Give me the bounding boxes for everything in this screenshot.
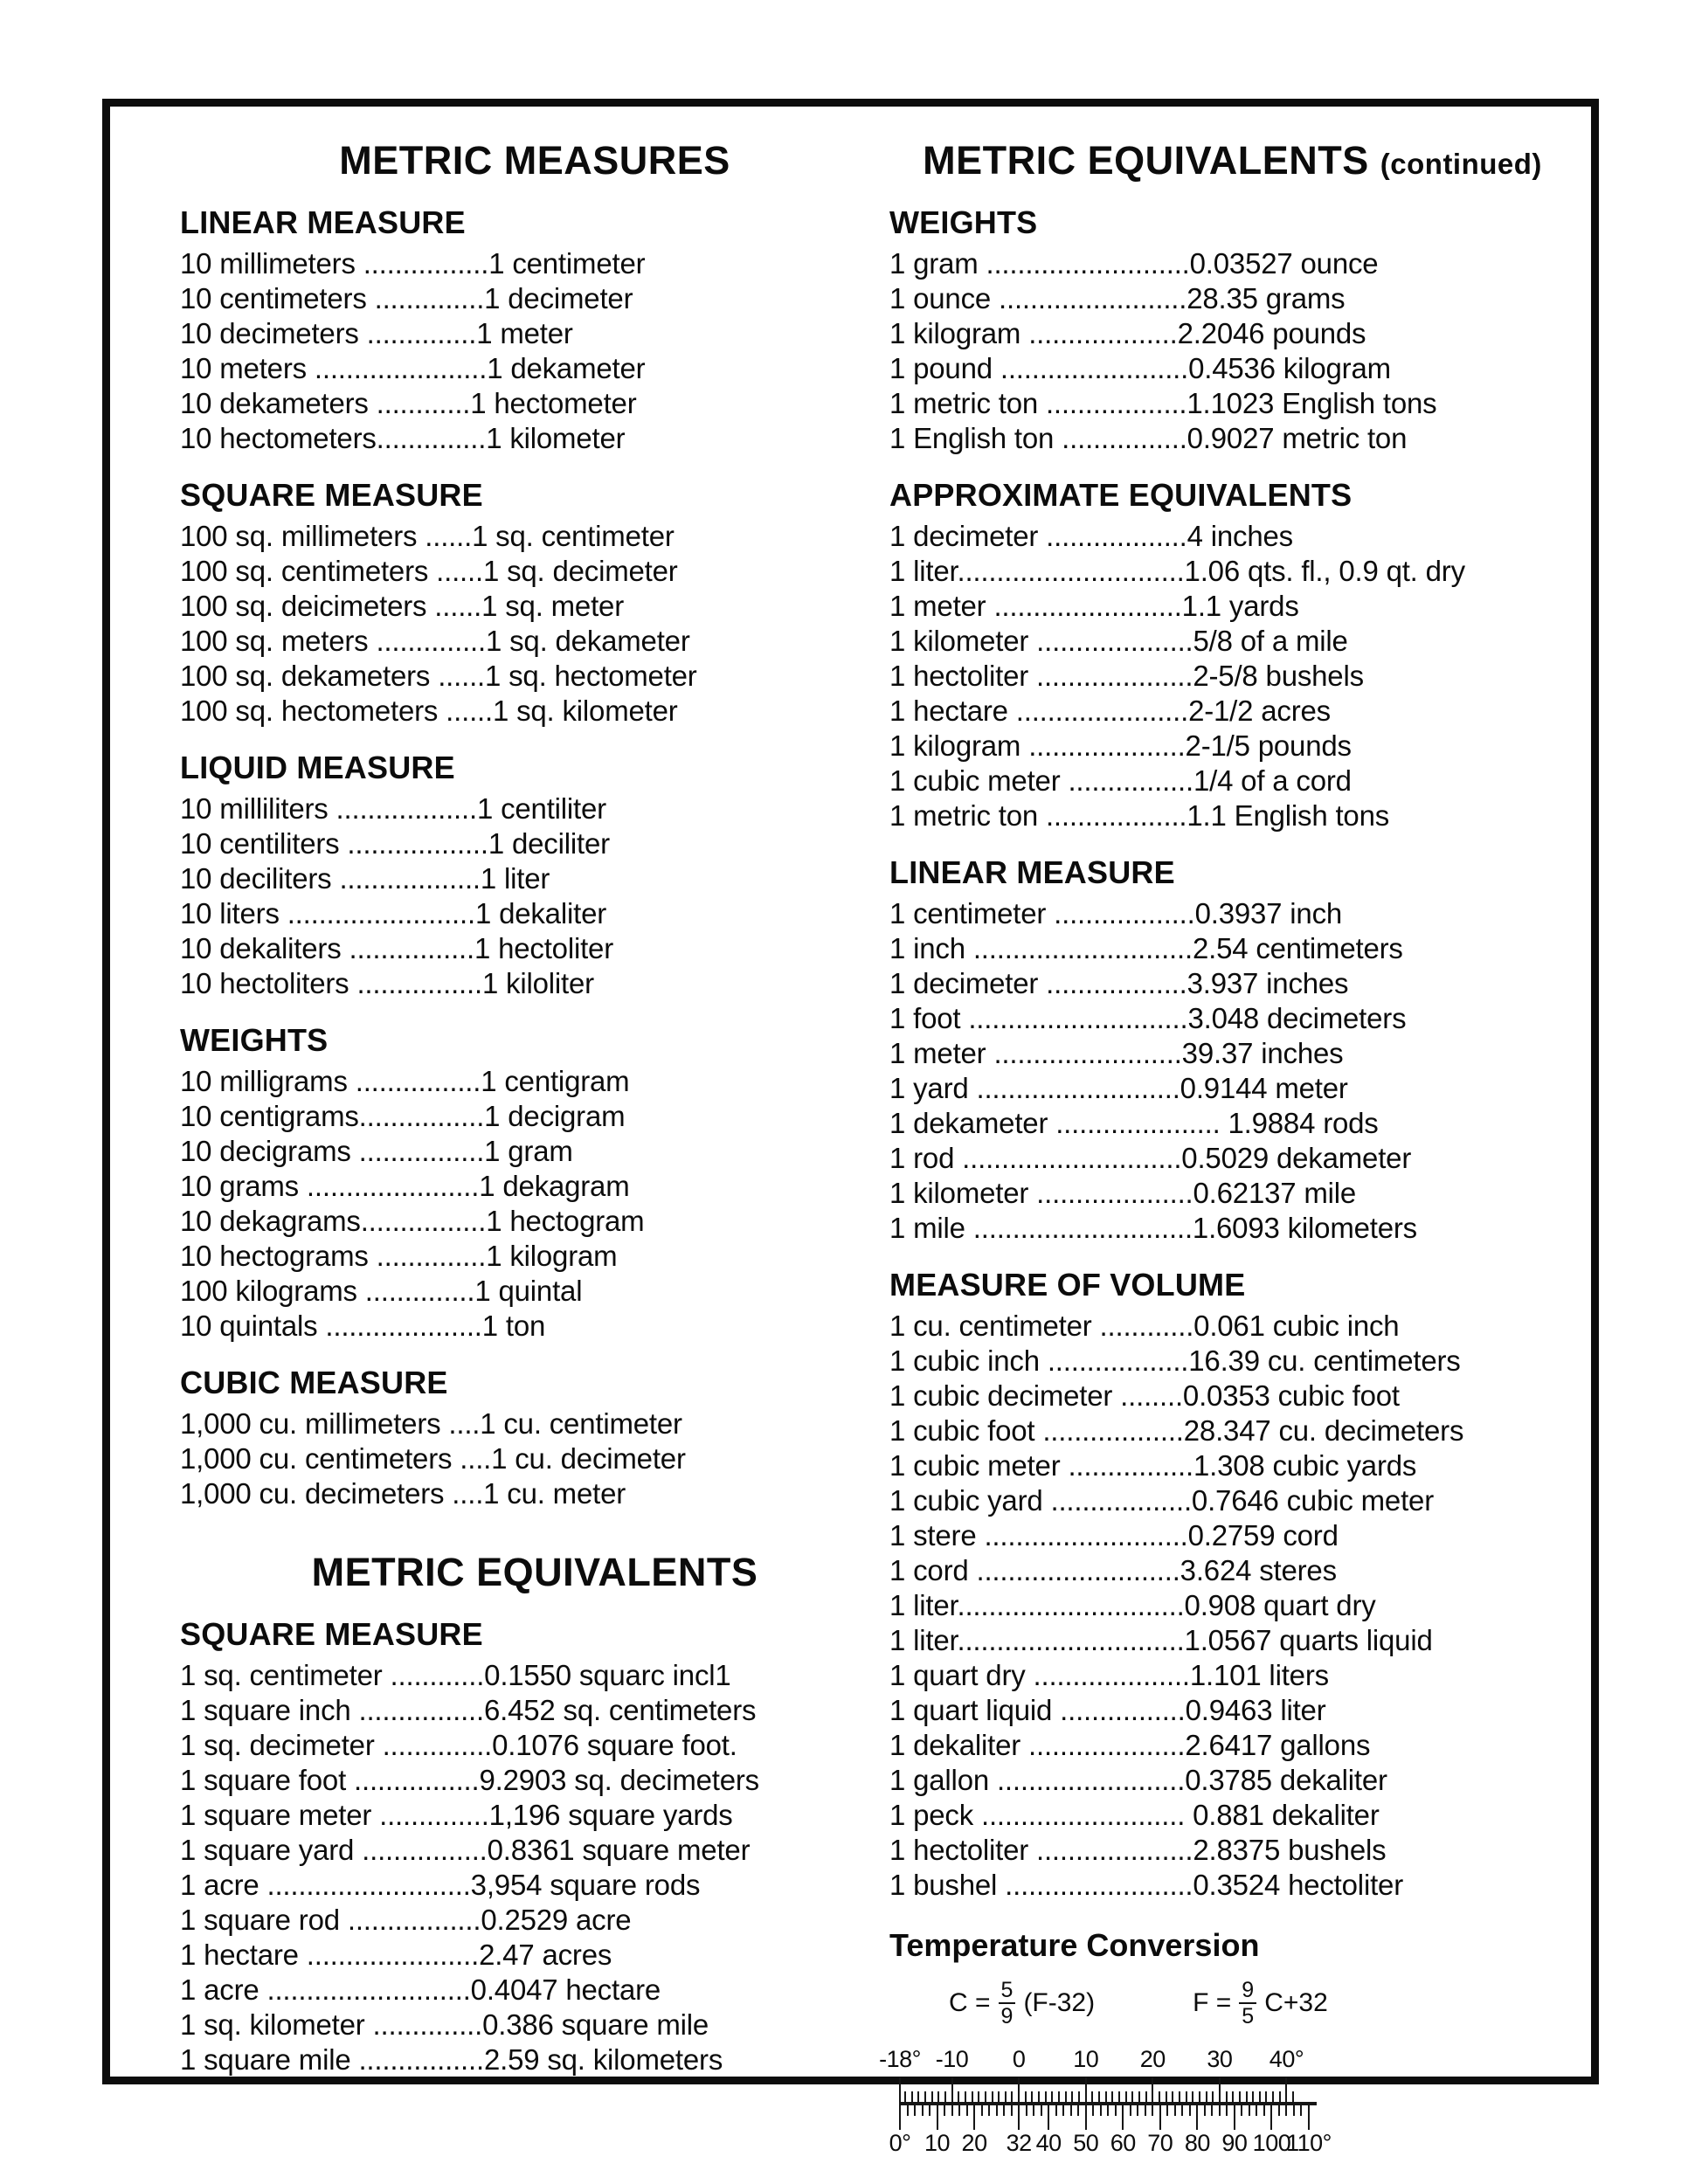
measure-line: 1 sq. decimeter ..............0.1076 square foot. (180, 1729, 737, 1761)
fraction-denominator: 5 (1242, 2004, 1255, 2028)
right-title-suffix: (continued) (1380, 148, 1542, 180)
celsius-minor-tick (1058, 2091, 1060, 2104)
measure-line: 100 sq. centimeters ......1 sq. decimeter (180, 555, 678, 587)
fahrenheit-major-tick (1122, 2104, 1124, 2130)
celsius-minor-tick (1232, 2091, 1234, 2104)
measure-line: 1 acre ..........................0.4047 hectare (180, 1973, 661, 2006)
fahrenheit-minor-tick (1003, 2104, 1005, 2116)
measure-line: 1 hectare ......................2-1/2 acres (889, 695, 1331, 727)
fahrenheit-minor-tick (1100, 2104, 1102, 2116)
celsius-minor-tick (1011, 2091, 1013, 2104)
fahrenheit-label: 0° (889, 2130, 911, 2156)
measure-line: 1 liter.............................0.908 quart dry (889, 1589, 1376, 1621)
celsius-minor-tick (1145, 2091, 1147, 2104)
measure-line: 1,000 cu. centimeters ....1 cu. decimeter (180, 1442, 686, 1475)
measure-line: 1 kilogram ....................2-1/5 pounds (889, 729, 1352, 762)
section-heading: WEIGHTS (889, 204, 1038, 240)
celsius-minor-tick (998, 2091, 1000, 2104)
fahrenheit-label: 100 (1252, 2130, 1291, 2156)
fahrenheit-major-tick (1018, 2104, 1020, 2130)
measure-line: 1 gram ..........................0.03527 ounce (889, 247, 1379, 280)
celsius-minor-tick (1206, 2091, 1207, 2104)
fahrenheit-minor-tick (996, 2104, 998, 2116)
fahrenheit-minor-tick (1226, 2104, 1228, 2116)
measure-line: 1 kilogram ...................2.2046 pounds (889, 317, 1366, 349)
celsius-minor-tick (1159, 2091, 1160, 2104)
celsius-minor-tick (1259, 2091, 1261, 2104)
fahrenheit-major-tick (1196, 2104, 1198, 2130)
measure-line: 1 quart liquid ................0.9463 liter (889, 1694, 1326, 1726)
measure-line: 10 quintals ....................1 ton (180, 1310, 546, 1342)
fahrenheit-minor-tick (929, 2104, 930, 2116)
celsius-minor-tick (1292, 2091, 1294, 2104)
fraction-numerator: 5 (999, 1978, 1016, 2004)
fahrenheit-major-tick (1159, 2104, 1161, 2130)
measure-line: 10 liters ........................1 dekaliter (180, 897, 607, 930)
celsius-minor-tick (1192, 2091, 1193, 2104)
celsius-minor-tick (1111, 2091, 1113, 2104)
measure-line: 10 centigrams................1 decigram (180, 1100, 626, 1132)
measure-line: 1 quart dry ....................1.101 liters (889, 1659, 1329, 1691)
fraction (999, 1978, 1016, 2028)
measure-line: 1 kilometer ....................0.62137 mile (889, 1177, 1357, 1209)
fahrenheit-minor-tick (1070, 2104, 1072, 2116)
celsius-minor-tick (1065, 2091, 1067, 2104)
section-heading: MEASURE OF VOLUME (889, 1267, 1246, 1303)
fahrenheit-major-tick (973, 2104, 975, 2130)
measure-line: 10 hectograms ..............1 kilogram (180, 1240, 618, 1272)
measure-line: 10 dekaliters ................1 hectoliter (180, 932, 613, 964)
celsius-label: 0 (1012, 2046, 1026, 2072)
measure-line: 1 square meter ..............1,196 square yards (180, 1799, 733, 1831)
measure-line: 10 dekagrams................1 hectogram (180, 1205, 645, 1237)
fahrenheit-minor-tick (1204, 2104, 1206, 2116)
celsius-minor-tick (958, 2091, 959, 2104)
celsius-minor-tick (1239, 2091, 1241, 2104)
section-heading: SQUARE MEASURE (180, 1616, 483, 1652)
measure-line: 1,000 cu. millimeters ....1 cu. centimeter (180, 1407, 682, 1440)
measure-line: 100 sq. meters ..............1 sq. dekameter (180, 625, 690, 657)
celsius-minor-tick (1179, 2091, 1180, 2104)
celsius-minor-tick (1038, 2091, 1040, 2104)
section-heading: LIQUID MEASURE (180, 750, 455, 785)
celsius-minor-tick (972, 2091, 973, 2104)
celsius-minor-tick (1078, 2091, 1080, 2104)
measure-line: 1 cubic decimeter ........0.0353 cubic foot (889, 1379, 1400, 1412)
celsius-minor-tick (1172, 2091, 1173, 2104)
celsius-minor-tick (1186, 2091, 1187, 2104)
measure-line: 1 dekaliter ....................2.6417 gallons (889, 1729, 1371, 1761)
fahrenheit-minor-tick (1130, 2104, 1131, 2116)
celsius-minor-tick (1118, 2091, 1120, 2104)
measure-line: 1,000 cu. decimeters ....1 cu. meter (180, 1477, 626, 1510)
fahrenheit-minor-tick (1011, 2104, 1013, 2116)
fahrenheit-minor-tick (966, 2104, 968, 2116)
celsius-major-tick (951, 2077, 953, 2104)
fahrenheit-label: 60 (1110, 2130, 1136, 2156)
measure-line: 10 meters ......................1 dekameter (180, 352, 646, 384)
measure-line: 1 mile ............................1.6093 kilometers (889, 1212, 1417, 1244)
celsius-minor-tick (931, 2091, 933, 2104)
fahrenheit-minor-tick (1174, 2104, 1176, 2116)
celsius-minor-tick (911, 2091, 913, 2104)
fahrenheit-minor-tick (1263, 2104, 1265, 2116)
fahrenheit-label: 80 (1184, 2130, 1210, 2156)
celsius-major-tick (899, 2077, 901, 2104)
celsius-major-tick (1085, 2077, 1087, 2104)
fahrenheit-minor-tick (1115, 2104, 1117, 2116)
fahrenheit-label: 90 (1221, 2130, 1248, 2156)
measure-line: 100 sq. hectometers ......1 sq. kilometer (180, 695, 678, 727)
fraction-numerator: 9 (1239, 1978, 1256, 2004)
measure-line: 1 ounce ........................28.35 grams (889, 282, 1346, 314)
temperature-scale-ruler (879, 2046, 1332, 2160)
celsius-minor-tick (1138, 2091, 1140, 2104)
fahrenheit-minor-tick (1256, 2104, 1257, 2116)
measure-line: 10 centimeters ..............1 decimeter (180, 282, 633, 314)
temperature-formulas (949, 1978, 1575, 2028)
celsius-minor-tick (1105, 2091, 1107, 2104)
celsius-label: -18° (879, 2046, 921, 2072)
measure-line: 1 square inch ................6.452 sq. centimeters (180, 1694, 757, 1726)
celsius-minor-tick (1025, 2091, 1027, 2104)
measure-line: 1 square mile ................2.59 sq. kilometers (180, 2043, 723, 2076)
fahrenheit-label: 70 (1147, 2130, 1173, 2156)
fahrenheit-major-tick (1308, 2104, 1310, 2130)
measure-line: 1 metric ton ..................1.1 English tons (889, 799, 1390, 832)
fahrenheit-minor-tick (1041, 2104, 1042, 2116)
celsius-minor-tick (1199, 2091, 1200, 2104)
fahrenheit-minor-tick (1145, 2104, 1146, 2116)
page-frame (102, 99, 1599, 2156)
measure-line: 1 yard ..........................0.9144 meter (889, 1072, 1348, 1104)
fahrenheit-minor-tick (1077, 2104, 1079, 2116)
measure-line: 1 square yard ................0.8361 square meter (180, 1834, 751, 1866)
celsius-minor-tick (985, 2091, 986, 2104)
fahrenheit-label: 10 (924, 2130, 951, 2156)
fahrenheit-minor-tick (1033, 2104, 1034, 2116)
measure-line: 1 cubic meter ................1.308 cubic yards (889, 1449, 1417, 1482)
left-title-2: METRIC EQUIVALENTS (311, 1550, 758, 1594)
celsius-minor-tick (1071, 2091, 1073, 2104)
fraction-denominator: 9 (1000, 2004, 1013, 2028)
fahrenheit-minor-tick (1211, 2104, 1213, 2116)
celsius-minor-tick (978, 2091, 979, 2104)
measure-line: 10 hectometers..............1 kilometer (180, 422, 626, 454)
fahrenheit-formula (1193, 1978, 1328, 2028)
measure-line: 1 acre ..........................3,954 square rods (180, 1869, 701, 1901)
measure-line: 1 cord ..........................3.624 steres (889, 1554, 1337, 1586)
measure-line: 1 cubic meter ................1/4 of a cord (889, 764, 1352, 797)
measure-line: 1 hectare ......................2.47 acres (180, 1939, 612, 1971)
measure-line: 10 milligrams ................1 centigram (180, 1065, 630, 1097)
measure-line: 1 English ton ................0.9027 metric ton (889, 422, 1408, 454)
fahrenheit-major-tick (937, 2104, 938, 2130)
measure-line: 1 centimeter ..................0.3937 inch (889, 897, 1343, 930)
measure-line: 1 peck .......................... 0.881 dekaliter (889, 1799, 1380, 1831)
measure-line: 10 deciliters ..................1 liter (180, 862, 550, 895)
measure-line: 1 square rod .................0.2529 acre (180, 1904, 632, 1936)
measure-line: 1 meter ........................39.37 inches (889, 1037, 1344, 1069)
section-heading: APPROXIMATE EQUIVALENTS (889, 477, 1352, 513)
measure-line: 10 dekameters ............1 hectometer (180, 387, 637, 419)
fahrenheit-minor-tick (1189, 2104, 1191, 2116)
fahrenheit-minor-tick (1278, 2104, 1280, 2116)
fahrenheit-minor-tick (1249, 2104, 1250, 2116)
celsius-minor-tick (924, 2091, 926, 2104)
fahrenheit-minor-tick (1062, 2104, 1064, 2116)
measure-line: 1 sq. centimeter ............0.1550 squarc incl1 (180, 1659, 731, 1691)
fahrenheit-minor-tick (1092, 2104, 1094, 2116)
measure-line: 100 sq. millimeters ......1 sq. centimeter (180, 520, 675, 552)
measure-line: 1 metric ton ..................1.1023 English tons (889, 387, 1437, 419)
celsius-major-tick (1018, 2077, 1020, 2104)
celsius-major-tick (1219, 2077, 1221, 2104)
section-heading: LINEAR MEASURE (180, 204, 466, 240)
measure-line: 1 cu. centimeter ............0.061 cubic inch (889, 1310, 1400, 1342)
celsius-minor-tick (1212, 2091, 1214, 2104)
fahrenheit-label: 110° (1286, 2130, 1332, 2156)
celsius-minor-tick (944, 2091, 946, 2104)
measure-line: 10 centiliters ..................1 deciliter (180, 827, 610, 860)
measure-line: 1 dekameter ..................... 1.9884 rods (889, 1107, 1379, 1139)
fahrenheit-minor-tick (1107, 2104, 1109, 2116)
fahrenheit-minor-tick (1137, 2104, 1138, 2116)
measure-line: 1 foot ............................3.048 decimeters (889, 1002, 1407, 1034)
fahrenheit-major-tick (899, 2104, 901, 2130)
measure-line: 1 rod ............................0.5029 dekameter (889, 1142, 1412, 1174)
fahrenheit-minor-tick (1293, 2104, 1295, 2116)
measure-line: 10 decimeters ..............1 meter (180, 317, 573, 349)
measure-line: 1 decimeter ..................3.937 inches (889, 967, 1349, 999)
fahrenheit-label: 40 (1035, 2130, 1062, 2156)
celsius-minor-tick (1252, 2091, 1254, 2104)
fahrenheit-minor-tick (1285, 2104, 1287, 2116)
celsius-minor-tick (1045, 2091, 1047, 2104)
left-title: METRIC MEASURES (339, 138, 730, 183)
measure-line: 1 square foot ................9.2903 sq. decimeters (180, 1764, 759, 1796)
celsius-minor-tick (1246, 2091, 1248, 2104)
celsius-major-tick (1152, 2077, 1153, 2104)
measure-line: 1 kilometer ....................5/8 of a mile (889, 625, 1348, 657)
measure-line: 1 pound ........................0.4536 kilogram (889, 352, 1391, 384)
section-heading: CUBIC MEASURE (180, 1365, 448, 1400)
celsius-label: 40° (1269, 2046, 1304, 2072)
measure-line: 1 hectoliter ....................2.8375 bushels (889, 1834, 1387, 1866)
fahrenheit-minor-tick (981, 2104, 983, 2116)
measure-line: 10 milliliters ..................1 centiliter (180, 792, 606, 825)
celsius-minor-tick (1091, 2091, 1093, 2104)
fahrenheit-label: 32 (1006, 2130, 1032, 2156)
section-heading: SQUARE MEASURE (180, 477, 483, 513)
fahrenheit-major-tick (1085, 2104, 1087, 2130)
fraction (1239, 1978, 1256, 2028)
fahrenheit-label: 20 (961, 2130, 987, 2156)
formula-lhs: C = (949, 1988, 991, 2017)
fahrenheit-minor-tick (1181, 2104, 1183, 2116)
fahrenheit-minor-tick (1166, 2104, 1168, 2116)
celsius-minor-tick (1098, 2091, 1100, 2104)
right-column (879, 126, 1575, 2156)
measure-line: 1 cubic foot ..................28.347 cu. decimeters (889, 1414, 1464, 1447)
celsius-minor-tick (937, 2091, 939, 2104)
fahrenheit-minor-tick (988, 2104, 990, 2116)
celsius-minor-tick (1166, 2091, 1167, 2104)
fahrenheit-minor-tick (1219, 2104, 1221, 2116)
formula-lhs: F = (1193, 1988, 1232, 2017)
fahrenheit-minor-tick (958, 2104, 960, 2116)
fahrenheit-minor-tick (951, 2104, 953, 2116)
measure-line: 1 inch ............................2.54 centimeters (889, 932, 1403, 964)
left-sections (180, 204, 889, 1511)
measure-line: 100 kilograms ..............1 quintal (180, 1275, 583, 1307)
measure-line: 1 liter.............................1.06 qts. fl., 0.9 qt. dry (889, 555, 1465, 587)
measure-line: 100 sq. deicimeters ......1 sq. meter (180, 590, 624, 622)
fahrenheit-major-tick (1234, 2104, 1235, 2130)
celsius-major-tick (1285, 2077, 1287, 2104)
celsius-minor-tick (965, 2091, 966, 2104)
measure-line: 10 hectoliters ................1 kiloliter (180, 967, 594, 999)
celsius-minor-tick (1272, 2091, 1274, 2104)
measure-line: 1 cubic inch ..................16.39 cu. centimeters (889, 1344, 1461, 1377)
celsius-minor-tick (1125, 2091, 1127, 2104)
fahrenheit-major-tick (1270, 2104, 1272, 2130)
celsius-minor-tick (1226, 2091, 1228, 2104)
celsius-label: -10 (935, 2046, 969, 2072)
formula-rhs: (F-32) (1023, 1988, 1096, 2017)
celsius-label: 10 (1073, 2046, 1099, 2072)
right-title-text: METRIC EQUIVALENTS (923, 138, 1369, 183)
measure-line: 10 decigrams ................1 gram (180, 1135, 573, 1167)
measure-line: 100 sq. dekameters ......1 sq. hectometer (180, 660, 697, 692)
celsius-minor-tick (1265, 2091, 1267, 2104)
fahrenheit-minor-tick (1055, 2104, 1057, 2116)
celsius-label: 20 (1139, 2046, 1166, 2072)
section-heading: WEIGHTS (180, 1022, 329, 1058)
measure-line: 1 meter ........................1.1 yards (889, 590, 1299, 622)
fahrenheit-minor-tick (914, 2104, 916, 2116)
celsius-label: 30 (1207, 2046, 1233, 2072)
celsius-minor-tick (992, 2091, 993, 2104)
fahrenheit-minor-tick (1300, 2104, 1302, 2116)
celsius-minor-tick (1279, 2091, 1281, 2104)
fahrenheit-label: 50 (1073, 2130, 1099, 2156)
fahrenheit-minor-tick (1152, 2104, 1153, 2116)
fahrenheit-minor-tick (1026, 2104, 1027, 2116)
fahrenheit-minor-tick (1241, 2104, 1242, 2116)
measure-line: 10 millimeters ................1 centimeter (180, 247, 646, 280)
celsius-minor-tick (917, 2091, 919, 2104)
measure-line: 1 gallon ........................0.3785 dekaliter (889, 1764, 1387, 1796)
measure-line: 10 grams ......................1 dekagram (180, 1170, 630, 1202)
celsius-minor-tick (1005, 2091, 1007, 2104)
measure-line: 1 stere ..........................0.2759 cord (889, 1519, 1339, 1552)
temperature-heading: Temperature Conversion (889, 1927, 1260, 1963)
formula-rhs: C+32 (1264, 1988, 1328, 2017)
celsius-minor-tick (1051, 2091, 1053, 2104)
fahrenheit-minor-tick (922, 2104, 924, 2116)
measure-line: 1 cubic yard ..................0.7646 cubic meter (889, 1484, 1434, 1517)
fahrenheit-major-tick (1048, 2104, 1049, 2130)
measure-line: 1 bushel ........................0.3524 hectoliter (889, 1869, 1403, 1901)
celsius-formula (949, 1978, 1095, 2028)
fahrenheit-minor-tick (944, 2104, 945, 2116)
section-heading: LINEAR MEASURE (889, 854, 1175, 890)
measure-line: 1 liter.............................1.0567 quarts liquid (889, 1624, 1433, 1656)
fahrenheit-minor-tick (907, 2104, 909, 2116)
right-sections (889, 204, 1575, 1903)
celsius-minor-tick (1131, 2091, 1133, 2104)
right-title (889, 138, 1575, 183)
left-sections-2 (180, 1616, 889, 2077)
left-column (180, 126, 889, 2077)
measure-line: 1 sq. kilometer ..............0.386 square mile (180, 2008, 709, 2041)
celsius-minor-tick (1031, 2091, 1033, 2104)
celsius-minor-tick (904, 2091, 906, 2104)
measure-line: 1 hectoliter ....................2-5/8 bushels (889, 660, 1364, 692)
measure-line: 1 decimeter ..................4 inches (889, 520, 1293, 552)
